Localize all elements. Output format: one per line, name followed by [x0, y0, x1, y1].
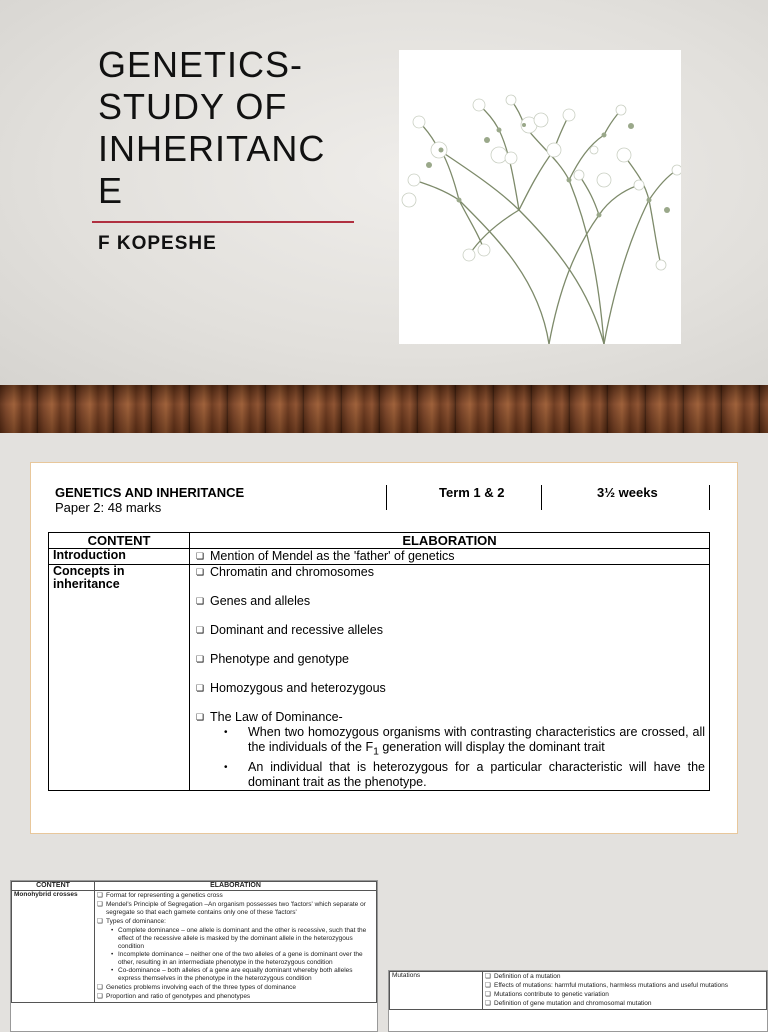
duration-label: 3½ weeks — [597, 485, 658, 500]
monohybrid-document — [10, 880, 378, 1032]
list-item: Mendel's Principle of Segregation –An organism possesses two 'factors' which separate or segregate so that each gamete contains only one of these 'factors' — [106, 901, 366, 916]
table-row — [49, 549, 710, 565]
table-row — [12, 891, 377, 1003]
flower-image — [399, 50, 681, 344]
title-line: E — [98, 170, 124, 211]
content-column-header: CONTENT — [12, 882, 95, 891]
law-point — [224, 725, 705, 760]
law-text: generation will display the dominant trait — [378, 740, 605, 754]
term-label: Term 1 & 2 — [439, 485, 505, 500]
elaboration-column-header: ELABORATION — [95, 882, 377, 891]
checkbox-bullet-icon: ❏ — [196, 654, 205, 664]
list-item: Proportion and ratio of genotypes and phenotypes — [106, 993, 251, 1000]
list-item: Mention of Mendel as the 'father' of genetics — [210, 549, 455, 563]
row-label: Introduction — [49, 549, 190, 565]
topic-title: GENETICS AND INHERITANCE — [55, 485, 245, 500]
sub-item: Incomplete dominance – neither one of the two alleles of a gene is dominant over the other, resulting in an intermediate phenotype in the heterozygous condition — [118, 951, 363, 966]
bullet-dot-icon: • — [224, 727, 228, 738]
header-divider — [386, 485, 387, 510]
list-item: Format for representing a genetics cross — [106, 892, 223, 899]
elaboration-column-header: ELABORATION — [190, 533, 710, 549]
row-elaboration: ❏ Format for representing a genetics cross ❏ Mendel's Principle of Segregation –An organism possesses two 'factors' which separate or segregate so that each gamete contains only one of these 'factors' ❏ Types of dominance: • Complete dominance – one allele is dominant and the other is recessive, such that the effect of the recessive allele is masked by the dominant allele in the heterozygous condition • Incomplete dominance – neither one of the two alleles of a gene is dominant over the other, resulting in an intermediate phenotype in the heterozygous condition • Co-dominance – both alleles of a gene are equally dominant whereby both alleles express themselves in the phenotype in the heterozygous condition ❏ Genetics problems involving each of the three types of dominance ❏ Proportion and ratio of genotypes and phenotypes — [95, 891, 377, 1003]
list-item: Chromatin and chromosomes — [210, 565, 374, 579]
checkbox-bullet-icon: ❏ — [196, 551, 205, 561]
wood-floor-decoration — [0, 385, 768, 433]
header-divider — [709, 485, 710, 510]
list-item: Genes and alleles — [210, 594, 311, 608]
row-elaboration — [190, 549, 710, 565]
checkbox-bullet-icon: ❏ — [196, 625, 205, 635]
sub-item: Co-dominance – both alleles of a gene are equally dominant whereby both alleles express themselves in the phenotype in the heterozygous condition — [118, 967, 353, 982]
title-divider — [92, 221, 354, 223]
checkbox-bullet-icon: ❏ — [196, 567, 205, 577]
table-header-row — [49, 533, 710, 549]
list-item: Dominant and recessive alleles — [210, 623, 384, 637]
row-elaboration — [190, 565, 710, 791]
row-label: Monohybrid crosses — [12, 891, 95, 1003]
content-column-header: CONTENT — [49, 533, 190, 549]
checkbox-bullet-icon: ❏ — [196, 712, 205, 722]
list-item: Effects of mutations: harmful mutations, harmless mutations and useful mutations — [494, 982, 728, 989]
table-row — [49, 565, 710, 791]
header-divider — [541, 485, 542, 510]
paper-marks: Paper 2: 48 marks — [55, 500, 162, 515]
law-text: An individual that is heterozygous for a particular characteristic will have the dominant trait as the phenotype. — [248, 759, 705, 789]
title-line: STUDY OF — [98, 86, 288, 127]
mutations-document — [388, 970, 768, 1032]
list-item: Mutations contribute to genetic variation — [494, 991, 609, 998]
checkbox-bullet-icon: ❏ — [196, 596, 205, 606]
row-label: Concepts in inheritance — [49, 565, 190, 791]
row-elaboration: ❏ Definition of a mutation ❏ Effects of mutations: harmful mutations, harmless mutations and useful mutations ❏ Mutations contribute to genetic variation ❏ Definition of gene mutation and chromosomal mutation — [483, 972, 767, 1010]
list-item: Definition of gene mutation and chromosomal mutation — [494, 1000, 652, 1007]
bullet-dot-icon: • — [224, 761, 228, 773]
title-line: INHERITANC — [98, 128, 326, 169]
title-slide — [0, 0, 768, 385]
law-point — [224, 760, 705, 790]
table-row — [390, 972, 767, 1010]
slide-title — [98, 44, 348, 212]
list-item: Genetics problems involving each of the three types of dominance — [106, 984, 297, 991]
sub-item: Complete dominance – one allele is dominant and the other is recessive, such that the effect of the recessive allele is masked by the dominant allele in the heterozygous condition — [118, 927, 367, 950]
title-line: GENETICS- — [98, 44, 304, 85]
list-item: Types of dominance: — [106, 918, 166, 925]
syllabus-table — [48, 532, 710, 791]
syllabus-document — [30, 462, 738, 834]
list-item: Definition of a mutation — [494, 973, 561, 980]
list-item: Homozygous and heterozygous — [210, 681, 386, 695]
row-label: Mutations — [390, 972, 483, 1010]
mutations-table — [389, 971, 767, 1010]
law-text: When two homozygous organisms with contrasting characteristics are crossed, all the individuals of the F — [248, 725, 705, 754]
checkbox-bullet-icon: ❏ — [196, 683, 205, 693]
subscript: 1 — [373, 746, 379, 758]
monohybrid-table — [11, 881, 377, 1003]
author-name: F KOPESHE — [98, 233, 217, 254]
list-item: The Law of Dominance- — [210, 710, 343, 724]
list-item: Phenotype and genotype — [210, 652, 350, 666]
